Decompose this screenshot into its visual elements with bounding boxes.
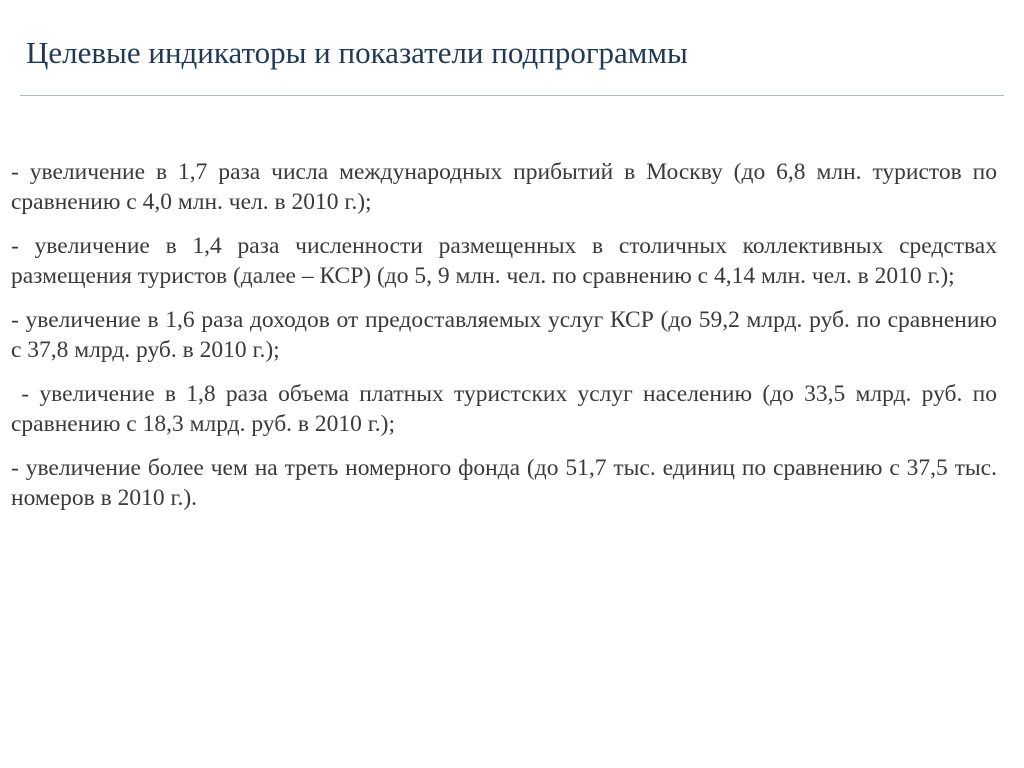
indicator-item-1: - увеличение в 1,7 раза числа международных прибытий в Москву (до 6,8 млн. туристов по сравнению с 4,0 млн. чел. в 2010 г.); — [11, 159, 997, 215]
indicator-item-5: - увеличение более чем на треть номерного фонда (до 51,7 тыс. единиц по сравнению с 37,5 тыс. номеров в 2010 г.). — [11, 455, 997, 511]
indicator-item-2: - увеличение в 1,4 раза численности размещенных в столичных коллективных средствах размещения туристов (далее – КСР) (до 5, 9 млн. чел. по сравнению с 4,14 млн. чел. в 2010 г.); — [11, 233, 997, 289]
slide-title: Целевые индикаторы и показатели подпрограммы — [26, 35, 688, 70]
indicator-list — [11, 157, 997, 527]
indicator-item-4: - увеличение в 1,8 раза объема платных туристских услуг населению (до 33,5 млрд. руб. по сравнению с 18,3 млрд. руб. в 2010 г.); — [11, 381, 997, 437]
indicator-item-3: - увеличение в 1,6 раза доходов от предоставляемых услуг КСР (до 59,2 млрд. руб. по сравнению с 37,8 млрд. руб. в 2010 г.); — [11, 307, 997, 363]
title-divider — [20, 95, 1004, 96]
